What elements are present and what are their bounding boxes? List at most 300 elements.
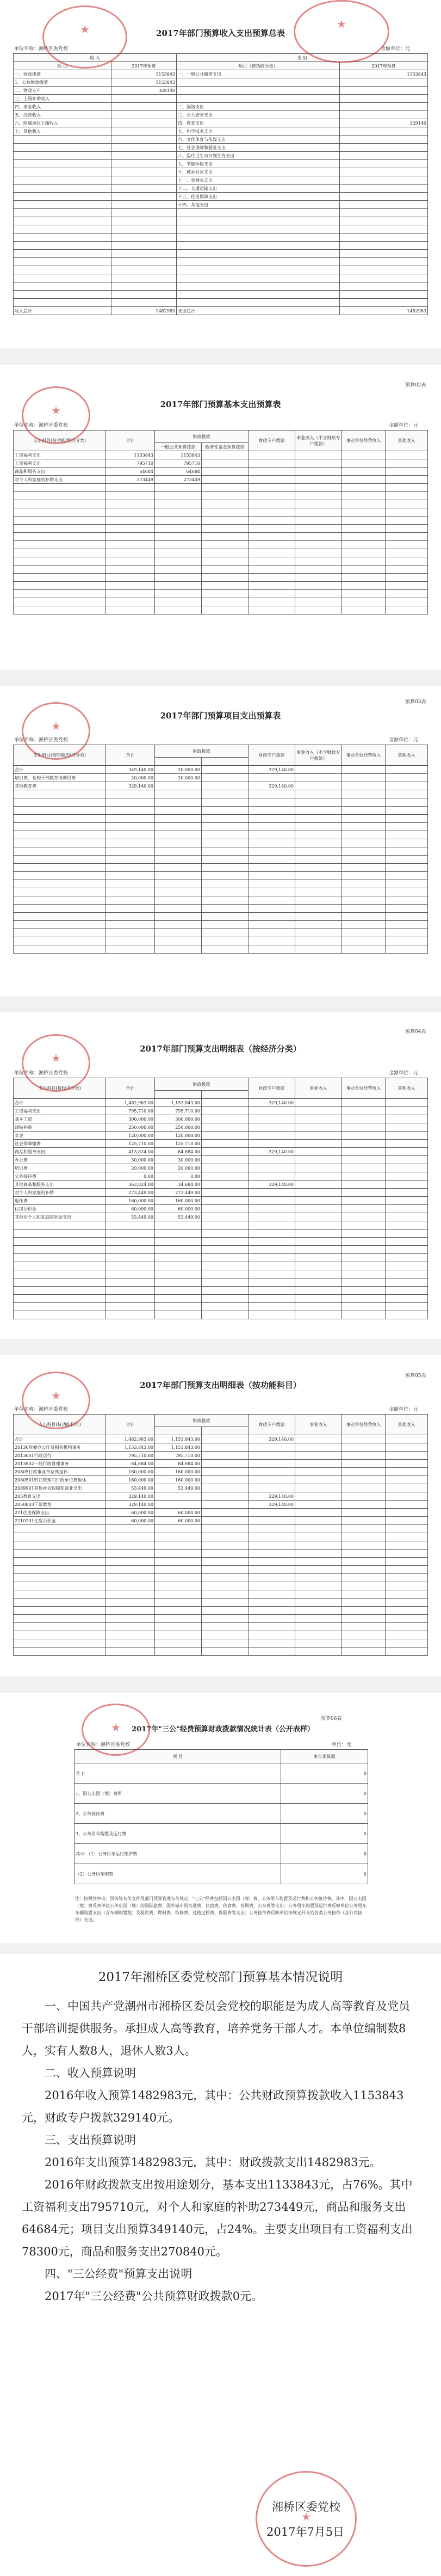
table-header: 项 目: [74, 1750, 281, 1763]
table-cell: [342, 782, 386, 790]
table-cell: [386, 1205, 428, 1213]
table-cell: [342, 929, 386, 937]
table-cell: [340, 127, 428, 136]
table-cell: [106, 1647, 155, 1656]
table-cell: [155, 1615, 202, 1623]
official-seal: ★: [22, 1372, 90, 1429]
table-cell: [14, 815, 106, 823]
table-cell: 329140: [111, 87, 177, 95]
table-cell: [155, 565, 202, 574]
table-cell: [342, 790, 386, 798]
table-row: [14, 468, 428, 476]
table-cell: 160,000.00: [106, 1476, 155, 1484]
table-cell: [342, 517, 386, 525]
table-cell: 其他对个人和家庭的补助支出: [14, 1213, 106, 1221]
table-cell: [295, 1452, 342, 1460]
table-cell: 53,449.00: [106, 1213, 155, 1221]
table-cell: [340, 258, 428, 266]
official-seal: ★: [22, 1034, 90, 1092]
table-cell: [249, 476, 295, 484]
table-cell: [249, 864, 295, 872]
table-cell: [249, 1639, 295, 1647]
table-cell: [386, 582, 428, 590]
table-cell: [202, 1132, 249, 1140]
table-cell: 一、一般公共服务支出: [177, 70, 340, 78]
table-row: [14, 1501, 428, 1509]
table-cell: [386, 557, 428, 565]
amount-unit: 金额单位：元: [381, 46, 411, 52]
table-header: 收 入: [14, 54, 177, 62]
table-header: 事业单位经营收入: [342, 1078, 386, 1099]
table-cell: [14, 1295, 106, 1303]
table-cell: [177, 225, 340, 233]
table-cell: [249, 1303, 295, 1311]
table-cell: [249, 1550, 295, 1558]
table-cell: [202, 1566, 249, 1574]
table-cell: [340, 160, 428, 168]
table-cell: [14, 1599, 106, 1607]
table-cell: [155, 864, 202, 872]
table-cell: [202, 1172, 249, 1181]
table-cell: [202, 937, 249, 945]
table-cell: [342, 807, 386, 815]
table-cell: [386, 1443, 428, 1452]
table-cell: [340, 136, 428, 144]
table-cell: [386, 1525, 428, 1533]
table-cell: [155, 541, 202, 549]
table-cell: [342, 831, 386, 839]
table-cell: [342, 459, 386, 468]
table-cell: [342, 1476, 386, 1484]
table-cell: [386, 1270, 428, 1278]
table-cell: [386, 1278, 428, 1287]
table-cell: [106, 913, 155, 921]
table-cell: [342, 1229, 386, 1238]
table-cell: [202, 1156, 249, 1164]
table-cell: [386, 1607, 428, 1615]
table-cell: [386, 1639, 428, 1647]
table-cell: [14, 880, 106, 888]
table-header: 项 目: [14, 62, 111, 70]
table-row: [14, 176, 428, 185]
table-cell: [249, 896, 295, 905]
table-header: 事业收入（不含财政专户拨款）: [295, 431, 342, 451]
table-row: [14, 136, 428, 144]
page-3: [0, 686, 441, 996]
table-cell: [155, 1238, 202, 1246]
table-cell: 三、上级补助收入: [14, 95, 111, 103]
table-cell: 合计: [14, 766, 106, 774]
table-cell: [249, 582, 295, 590]
table-cell: 273,449.00: [106, 1189, 155, 1197]
table-cell: [155, 1599, 202, 1607]
table-cell: 329,140.00: [249, 782, 295, 790]
table-cell: 1153843: [340, 70, 428, 78]
table-cell: [202, 774, 249, 782]
table-cell: [386, 929, 428, 937]
table-cell: [202, 1452, 249, 1460]
table-cell: [249, 1221, 295, 1229]
table-cell: [177, 95, 340, 103]
table-cell: [342, 774, 386, 782]
table-cell: [295, 1181, 342, 1189]
table-row: [14, 1443, 428, 1452]
table-cell: [295, 476, 342, 484]
table-cell: 七、其他收入: [14, 127, 111, 136]
table-cell: [106, 1262, 155, 1270]
table-cell: [111, 233, 177, 242]
table-header: 其他收入: [386, 1078, 428, 1099]
table-cell: [202, 1631, 249, 1639]
table-cell: [155, 606, 202, 614]
table-cell: [177, 291, 340, 299]
table-cell: [155, 1574, 202, 1582]
table-header: 财政拨款: [155, 745, 249, 758]
table-cell: [386, 1558, 428, 1566]
table-cell: [14, 1311, 106, 1319]
table-cell: 20,000.00: [155, 774, 202, 782]
table-cell: [155, 1631, 202, 1639]
table-cell: [342, 847, 386, 856]
table-cell: 对个人和家庭的补助: [14, 1189, 106, 1197]
table-cell: 0: [281, 1824, 368, 1844]
table-cell: [386, 476, 428, 484]
table-cell: [155, 1262, 202, 1270]
table-cell: [202, 1270, 249, 1278]
table-cell: [111, 299, 177, 307]
table-row: [14, 87, 428, 95]
table-cell: [14, 282, 111, 291]
table-cell: [295, 807, 342, 815]
table-cell: 二、国防支出: [177, 103, 340, 111]
table-cell: 0: [281, 1763, 368, 1784]
table-cell: [155, 533, 202, 541]
table-header: 其他收入: [386, 745, 428, 766]
table-cell: [202, 831, 249, 839]
table-cell: [155, 590, 202, 598]
table-cell: [386, 484, 428, 492]
table-cell: [295, 1623, 342, 1631]
table-cell: [342, 1509, 386, 1517]
table-cell: [14, 508, 106, 517]
page-5: [0, 1355, 441, 1676]
table-cell: 205教育支出: [14, 1492, 106, 1501]
table-cell: [295, 1156, 342, 1164]
table-cell: [202, 1181, 249, 1189]
table-cell: [202, 913, 249, 921]
total-expense-value: 1482983: [340, 307, 428, 315]
table-cell: [386, 1123, 428, 1132]
table-cell: [386, 1148, 428, 1156]
table-cell: [342, 945, 386, 954]
table-cell: [249, 1254, 295, 1262]
table-row: [74, 1804, 368, 1824]
table-cell: [155, 1254, 202, 1262]
table-cell: 3、公务用车购置及运行费: [74, 1824, 281, 1844]
table-cell: [106, 582, 155, 590]
table-cell: [155, 798, 202, 807]
table-cell: [14, 1246, 106, 1254]
table-cell: 1153843: [106, 451, 155, 459]
table-cell: [202, 1164, 249, 1172]
table-cell: [14, 549, 106, 557]
table-cell: [111, 242, 177, 250]
table-cell: [295, 1631, 342, 1639]
table-cell: 795,710.00: [106, 1107, 155, 1115]
table-cell: [340, 176, 428, 185]
table-row: [14, 70, 428, 78]
table-cell: 160,000.00: [106, 1197, 155, 1205]
table-cell: [202, 1541, 249, 1550]
table-cell: [295, 1541, 342, 1550]
table-cell: [295, 774, 342, 782]
table-cell: [386, 1492, 428, 1501]
table-cell: [14, 1590, 106, 1599]
table-cell: [340, 299, 428, 307]
table-row: [74, 1824, 368, 1844]
table-cell: 合 计: [74, 1763, 281, 1784]
table-cell: [106, 500, 155, 508]
table-cell: [386, 1197, 428, 1205]
table-cell: [106, 921, 155, 929]
table-cell: 60,000.00: [106, 1205, 155, 1213]
table-cell: [155, 1558, 202, 1566]
table-cell: [202, 1238, 249, 1246]
table-cell: [202, 565, 249, 574]
table-row: [14, 201, 428, 209]
table-cell: [249, 1213, 295, 1221]
table-cell: [342, 1607, 386, 1615]
table-cell: [342, 484, 386, 492]
section-3-text-2: 2016年财政拨款支出按用途划分，基本支出1133843元，占76%。其中工资福利支出795710元，对个人和家庭的补助273449元，商品和服务支出64684元；项目支出预算349140元，占24%。主要支出项目有工资福利支出78300元，商品和服务支出270840元。: [22, 2178, 413, 2258]
table-cell: [386, 1574, 428, 1582]
table-cell: [106, 1270, 155, 1278]
table-cell: [340, 103, 428, 111]
table-cell: [155, 508, 202, 517]
unit-label: 单位名称：湘桥区委党校: [14, 737, 69, 743]
table-cell: [295, 856, 342, 864]
table-cell: [14, 209, 111, 217]
table-cell: [342, 1631, 386, 1639]
table-cell: [202, 1647, 249, 1656]
table-cell: [14, 1647, 106, 1656]
table-cell: 250,000.00: [155, 1123, 202, 1132]
table-cell: [386, 1189, 428, 1197]
table-row: [14, 1107, 428, 1115]
table-cell: 250,000.00: [106, 1123, 155, 1132]
table-cell: [14, 250, 111, 258]
table-cell: [106, 525, 155, 533]
table-cell: [295, 1213, 342, 1221]
section-4-text: 2017年"三公经费"公共预算财政拨款0元。: [45, 2290, 263, 2303]
table-cell: 办公费: [14, 1156, 106, 1164]
table-row: [14, 193, 428, 201]
table-cell: 273449: [106, 476, 155, 484]
table-cell: [249, 525, 295, 533]
table-cell: [295, 766, 342, 774]
table-cell: [14, 299, 111, 307]
table-cell: [295, 500, 342, 508]
table-cell: [295, 1443, 342, 1452]
table-cell: [386, 1582, 428, 1590]
table-cell: [342, 856, 386, 864]
table-cell: [295, 1229, 342, 1238]
table-cell: 培训费、党校干部教育培训经费: [14, 774, 106, 782]
table-cell: [342, 549, 386, 557]
table-cell: [14, 1631, 106, 1639]
table-cell: 363,824.00: [106, 1181, 155, 1189]
table-cell: [342, 508, 386, 517]
table-cell: [342, 590, 386, 598]
table-row: [14, 1099, 428, 1107]
table-cell: [295, 1099, 342, 1107]
table-cell: [295, 905, 342, 913]
table-cell: [342, 1295, 386, 1303]
table-cell: [342, 557, 386, 565]
table-cell: [342, 896, 386, 905]
table-cell: [249, 1558, 295, 1566]
table-cell: [295, 557, 342, 565]
table-header: 项目（按功能分类）: [177, 62, 340, 70]
table-cell: [14, 1550, 106, 1558]
table-cell: [106, 1295, 155, 1303]
table-cell: [295, 1509, 342, 1517]
table-cell: 30,000.00: [155, 1156, 202, 1164]
table-cell: [386, 905, 428, 913]
table-cell: [202, 1311, 249, 1319]
table-cell: [342, 1525, 386, 1533]
table-row: [14, 1148, 428, 1156]
table-row: [14, 774, 428, 782]
table-cell: [14, 1262, 106, 1270]
table-row: [14, 1460, 428, 1468]
table-cell: [14, 598, 106, 606]
table-cell: 五、经营收入: [14, 111, 111, 119]
table-cell: [342, 1615, 386, 1623]
table-cell: 160,000.00: [155, 1468, 202, 1476]
table-cell: 64684: [155, 468, 202, 476]
table-cell: [202, 1197, 249, 1205]
table-cell: [106, 1254, 155, 1262]
table-cell: [386, 590, 428, 598]
table-cell: [295, 1311, 342, 1319]
table-cell: [202, 1533, 249, 1541]
table-header: 2017年预算: [340, 62, 428, 70]
table-cell: [155, 549, 202, 557]
table-cell: [249, 872, 295, 880]
official-seal: ★: [294, 0, 389, 63]
table-cell: [340, 291, 428, 299]
table-cell: [111, 95, 177, 103]
table-cell: [340, 250, 428, 258]
table-cell: [155, 872, 202, 880]
page-7-title: 2017年湘桥区委党校部门预算基本情况说明: [98, 1970, 343, 1984]
table-cell: [106, 492, 155, 500]
table-cell: [340, 225, 428, 233]
table-cell: 1,153,843.00: [155, 1443, 202, 1452]
table-cell: [202, 1213, 249, 1221]
table-cell: [249, 1647, 295, 1656]
table-cell: [342, 1270, 386, 1278]
table-cell: [386, 1517, 428, 1525]
table-cell: [155, 856, 202, 864]
table-cell: [386, 508, 428, 517]
table-cell: [106, 1590, 155, 1599]
table-cell: [14, 557, 106, 565]
table-cell: [106, 574, 155, 582]
table-cell: [249, 1566, 295, 1574]
table-cell: 329,140.00: [249, 1099, 295, 1107]
table-header: 合计: [106, 1415, 155, 1435]
table-cell: [14, 1574, 106, 1582]
table-cell: [155, 484, 202, 492]
unit-label: 单位名称：湘桥区委党校: [14, 46, 69, 52]
table-cell: [249, 1517, 295, 1525]
table-cell: [202, 606, 249, 614]
page-3-title: 2017年部门预算项目支出预算表: [160, 711, 281, 721]
table-cell: [295, 831, 342, 839]
table-cell: [386, 574, 428, 582]
table-cell: [386, 790, 428, 798]
table-cell: [177, 217, 340, 225]
table-cell: 221住房保障支出: [14, 1509, 106, 1517]
table-cell: 1153843: [155, 451, 202, 459]
table-cell: [340, 209, 428, 217]
table-cell: [295, 1189, 342, 1197]
table-cell: 1,153,843.00: [155, 1435, 202, 1443]
table-cell: [249, 606, 295, 614]
table-cell: [155, 525, 202, 533]
table-cell: [342, 864, 386, 872]
table-cell: 工资福利支出: [14, 451, 106, 459]
table-code: 预算05表: [405, 1373, 426, 1379]
table-row: [14, 168, 428, 176]
table-cell: [14, 242, 111, 250]
table-cell: [202, 582, 249, 590]
table-cell: [342, 1517, 386, 1525]
table-cell: 273,449.00: [155, 1189, 202, 1197]
table-cell: [249, 1164, 295, 1172]
page-7: [0, 1954, 441, 2576]
table-cell: [155, 815, 202, 823]
table-cell: [295, 582, 342, 590]
table-cell: [202, 929, 249, 937]
table-cell: [111, 136, 177, 144]
table-cell: [386, 913, 428, 921]
table-cell: [106, 533, 155, 541]
table-cell: [202, 880, 249, 888]
table-cell: [106, 815, 155, 823]
table-cell: [14, 1607, 106, 1615]
table-cell: [249, 1238, 295, 1246]
table-cell: [340, 95, 428, 103]
table-cell: [249, 774, 295, 782]
table-cell: [106, 541, 155, 549]
table-cell: [249, 1311, 295, 1319]
table-cell: [106, 1607, 155, 1615]
table-cell: [295, 606, 342, 614]
page-6: [0, 1693, 441, 1943]
table-cell: [111, 119, 177, 127]
table-cell: [249, 1189, 295, 1197]
table-cell: [249, 1590, 295, 1599]
table-cell: [14, 839, 106, 847]
table-cell: [155, 1525, 202, 1533]
table-cell: [342, 1541, 386, 1550]
table-cell: [295, 839, 342, 847]
table-cell: [295, 1492, 342, 1501]
table-header: 支出科目(按功能/经济分类): [14, 431, 106, 451]
